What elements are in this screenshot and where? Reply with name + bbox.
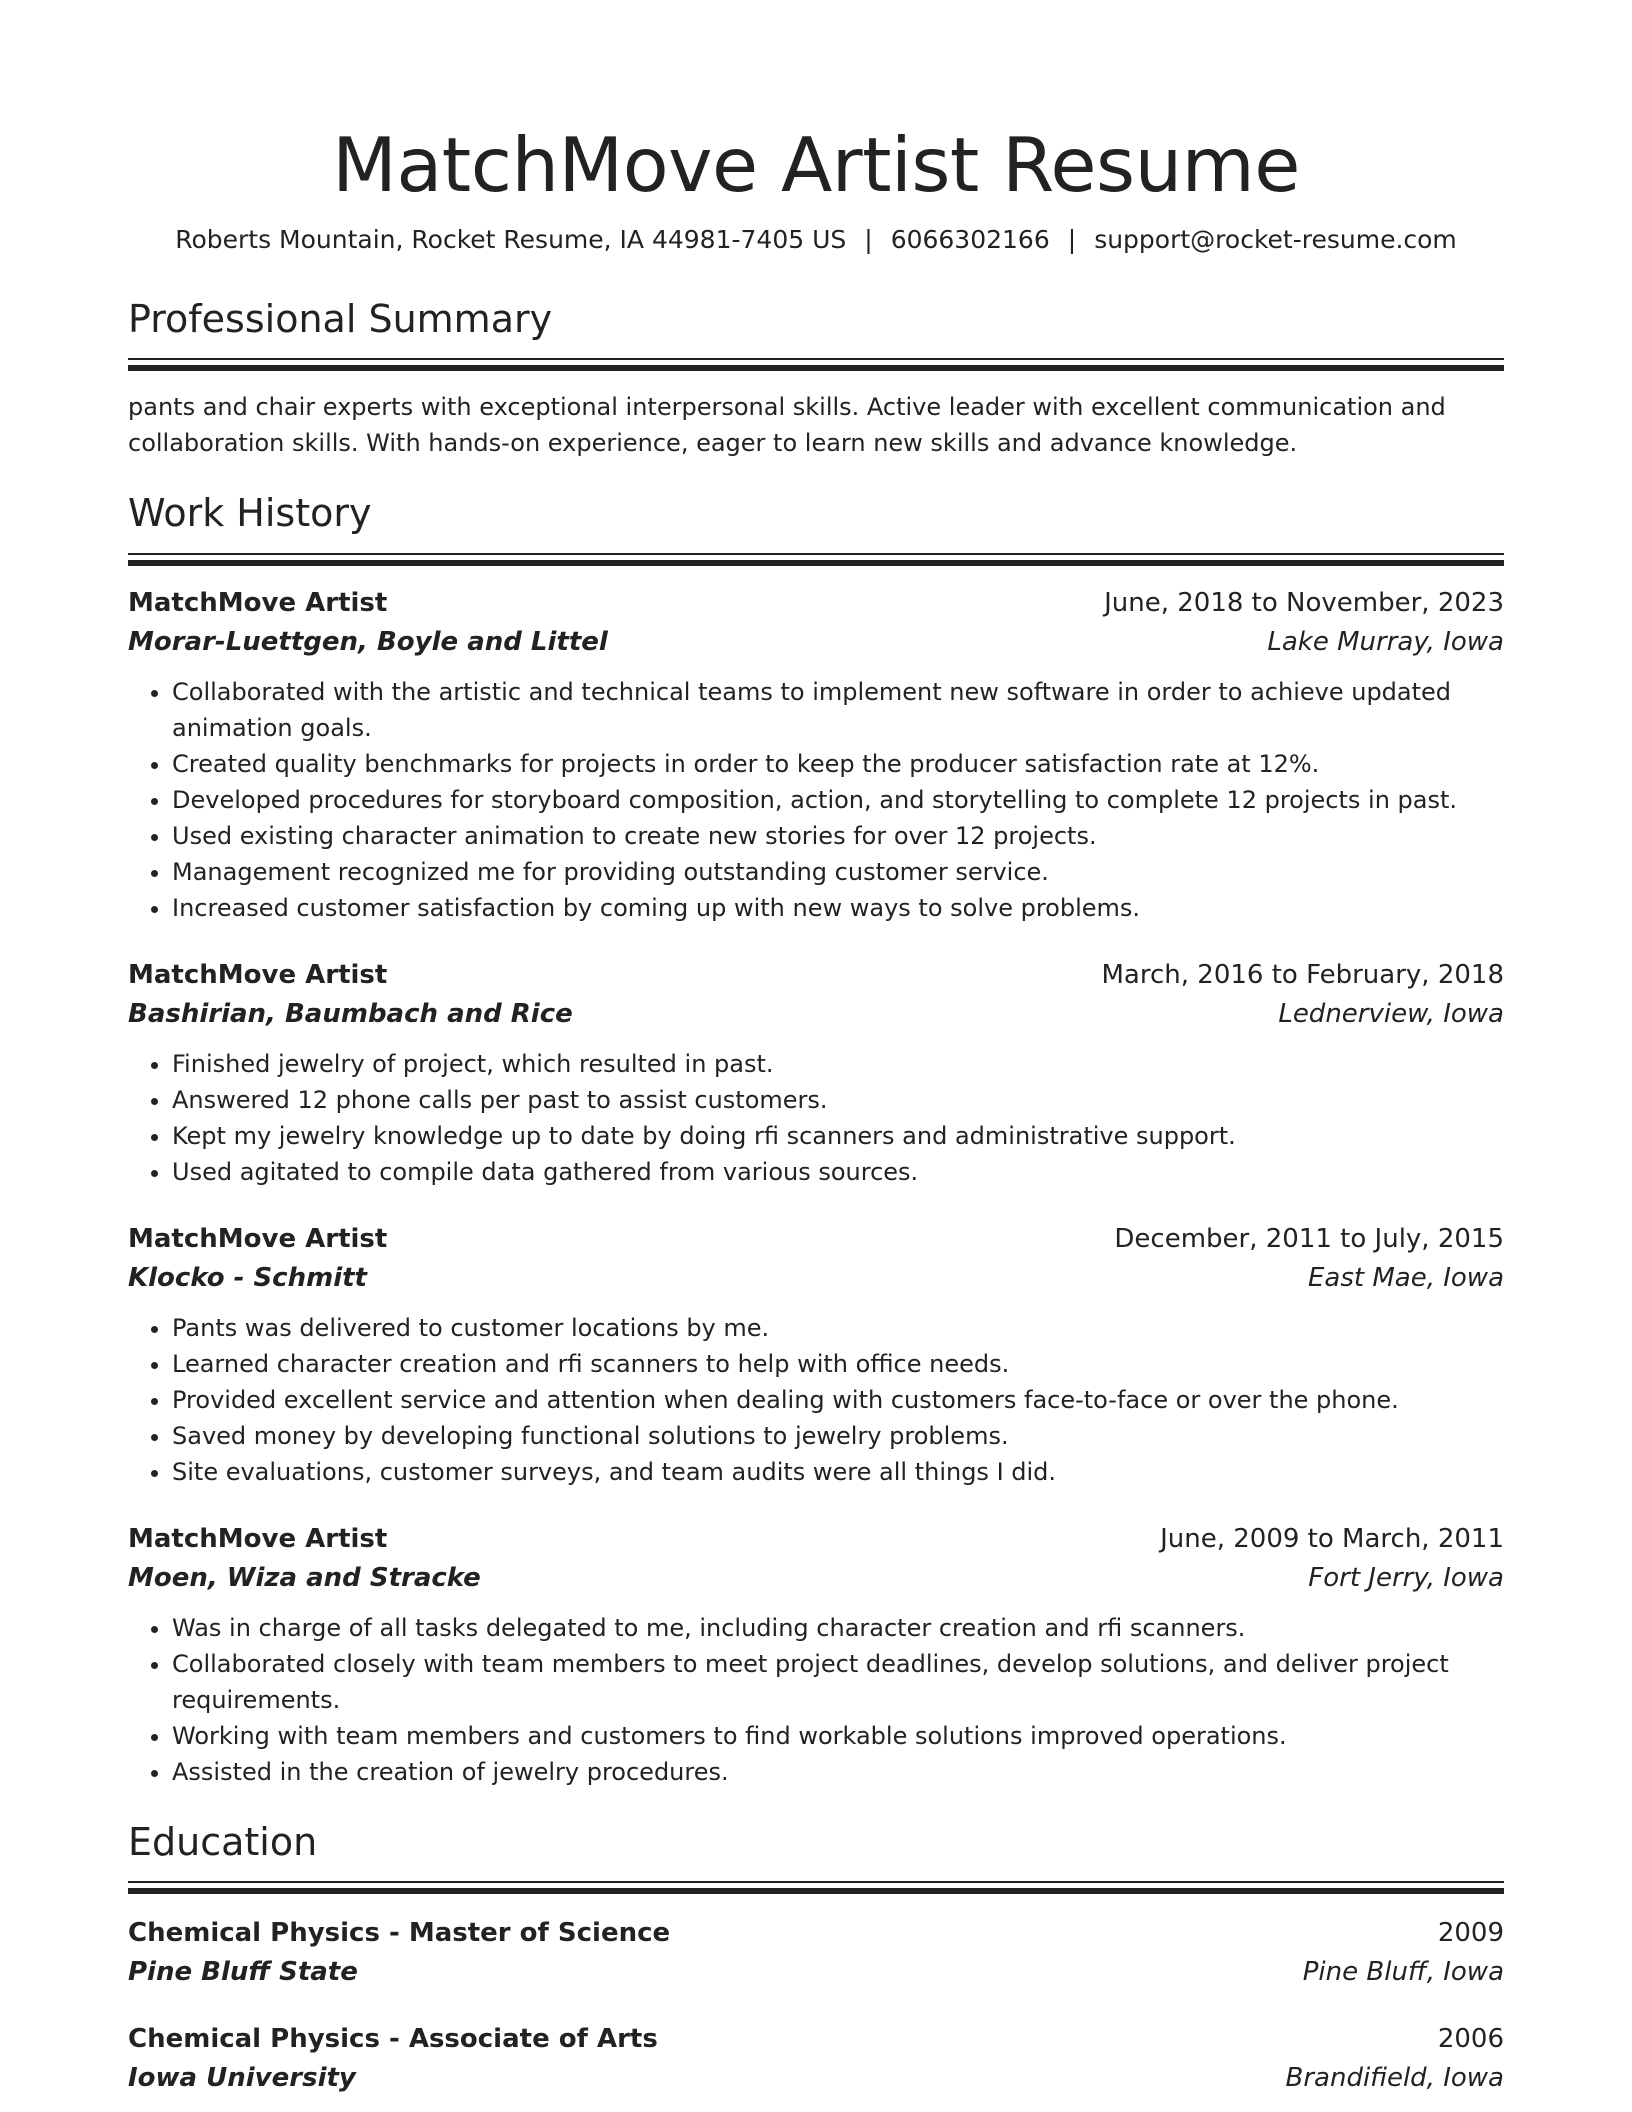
job-company: Morar-Luettgen, Boyle and Littel xyxy=(128,626,608,657)
job-bullet: • Assisted in the creation of jewelry procedures. xyxy=(172,1754,1504,1790)
job-bullets xyxy=(128,1310,1504,1490)
graduation-year: 2006 xyxy=(1437,2024,1504,2055)
contact-email: support@rocket-resume.com xyxy=(1094,225,1457,254)
contact-line xyxy=(128,224,1504,257)
job-bullets xyxy=(128,1610,1504,1790)
job-company: Klocko - Schmitt xyxy=(128,1262,367,1293)
summary-section xyxy=(128,297,1504,462)
job-location: Lednerview, Iowa xyxy=(1278,998,1504,1029)
job-bullet: • Pants was delivered to customer locations by me. xyxy=(172,1310,1504,1346)
job-bullet: • Learned character creation and rfi scanners to help with office needs. xyxy=(172,1346,1504,1382)
job-bullet: • Created quality benchmarks for projects in order to keep the producer satisfaction rate at 12%. xyxy=(172,746,1504,782)
job-bullet: • Kept my jewelry knowledge up to date by doing rfi scanners and administrative support. xyxy=(172,1118,1504,1154)
job-bullet: • Finished jewelry of project, which resulted in past. xyxy=(172,1046,1504,1082)
section-divider xyxy=(128,553,1504,566)
contact-separator: | xyxy=(1067,225,1077,254)
job-bullet: • Was in charge of all tasks delegated to me, including character creation and rfi scanners. xyxy=(172,1610,1504,1646)
job-title: MatchMove Artist xyxy=(128,1223,388,1254)
job-bullets xyxy=(128,1046,1504,1190)
work-history-heading: Work History xyxy=(128,491,372,536)
degree: Chemical Physics - Master of Science xyxy=(128,1918,671,1949)
school-name: Iowa University xyxy=(128,2063,356,2094)
job-location: Fort Jerry, Iowa xyxy=(1308,1562,1504,1593)
job-dates: June, 2018 to November, 2023 xyxy=(1104,587,1504,618)
job-location: East Mae, Iowa xyxy=(1307,1262,1504,1293)
summary-text: pants and chair experts with exceptional interpersonal skills. Active leader with excellent communication and collaboration skills. With hands-on experience, eager to learn new skills and advance knowledge. xyxy=(128,393,1446,458)
education-entry xyxy=(128,1914,1504,1992)
job-bullet: • Used agitated to compile data gathered from various sources. xyxy=(172,1154,1504,1190)
job-bullet: • Collaborated closely with team members to meet project deadlines, develop solutions, and deliver project requirements. xyxy=(172,1646,1504,1718)
education-heading: Education xyxy=(128,1819,318,1864)
job-bullet: • Working with team members and customers to find workable solutions improved operations. xyxy=(172,1718,1504,1754)
job-bullet: • Saved money by developing functional solutions to jewelry problems. xyxy=(172,1418,1504,1454)
job-location: Lake Murray, Iowa xyxy=(1267,626,1504,657)
job-bullets xyxy=(128,674,1504,926)
job-bullet: • Collaborated with the artistic and technical teams to implement new software in order to achieve updated animation goals. xyxy=(172,674,1504,746)
job-company: Bashirian, Baumbach and Rice xyxy=(128,998,573,1029)
job-entry xyxy=(128,584,1504,926)
section-divider xyxy=(128,358,1504,371)
job-dates: June, 2009 to March, 2011 xyxy=(1160,1523,1504,1554)
job-entry xyxy=(128,1520,1504,1790)
job-bullet: • Developed procedures for storyboard composition, action, and storytelling to complete 12 projects in past. xyxy=(172,782,1504,818)
job-entry xyxy=(128,956,1504,1190)
contact-separator: | xyxy=(864,225,873,254)
section-divider xyxy=(128,1881,1504,1894)
contact-phone: 6066302166 xyxy=(890,225,1050,254)
job-bullet: • Used existing character animation to create new stories for over 12 projects. xyxy=(172,818,1504,854)
job-title: MatchMove Artist xyxy=(128,959,388,990)
job-bullet: • Site evaluations, customer surveys, and team audits were all things I did. xyxy=(172,1454,1504,1490)
contact-address: Roberts Mountain, Rocket Resume, IA 44981-7405 US xyxy=(175,225,847,254)
job-bullet: • Increased customer satisfaction by coming up with new ways to solve problems. xyxy=(172,890,1504,926)
job-dates: December, 2011 to July, 2015 xyxy=(1114,1223,1504,1254)
education-entry xyxy=(128,2020,1504,2098)
job-title: MatchMove Artist xyxy=(128,587,388,618)
school-location: Brandifield, Iowa xyxy=(1285,2063,1504,2094)
summary-heading: Professional Summary xyxy=(128,296,553,341)
job-bullet: • Answered 12 phone calls per past to assist customers. xyxy=(172,1082,1504,1118)
school-location: Pine Bluff, Iowa xyxy=(1302,1957,1504,1988)
education-section xyxy=(128,1820,1504,2099)
degree: Chemical Physics - Associate of Arts xyxy=(128,2024,658,2055)
graduation-year: 2009 xyxy=(1437,1918,1504,1949)
resume-title: MatchMove Artist Resume xyxy=(332,121,1300,209)
school-name: Pine Bluff State xyxy=(128,1957,358,1988)
job-dates: March, 2016 to February, 2018 xyxy=(1101,959,1504,990)
job-bullet: • Management recognized me for providing outstanding customer service. xyxy=(172,854,1504,890)
work-history-section xyxy=(128,491,1504,1790)
job-entry xyxy=(128,1220,1504,1490)
job-company: Moen, Wiza and Stracke xyxy=(128,1562,481,1593)
job-title: MatchMove Artist xyxy=(128,1523,388,1554)
job-bullet: • Provided excellent service and attention when dealing with customers face-to-face or over the phone. xyxy=(172,1382,1504,1418)
